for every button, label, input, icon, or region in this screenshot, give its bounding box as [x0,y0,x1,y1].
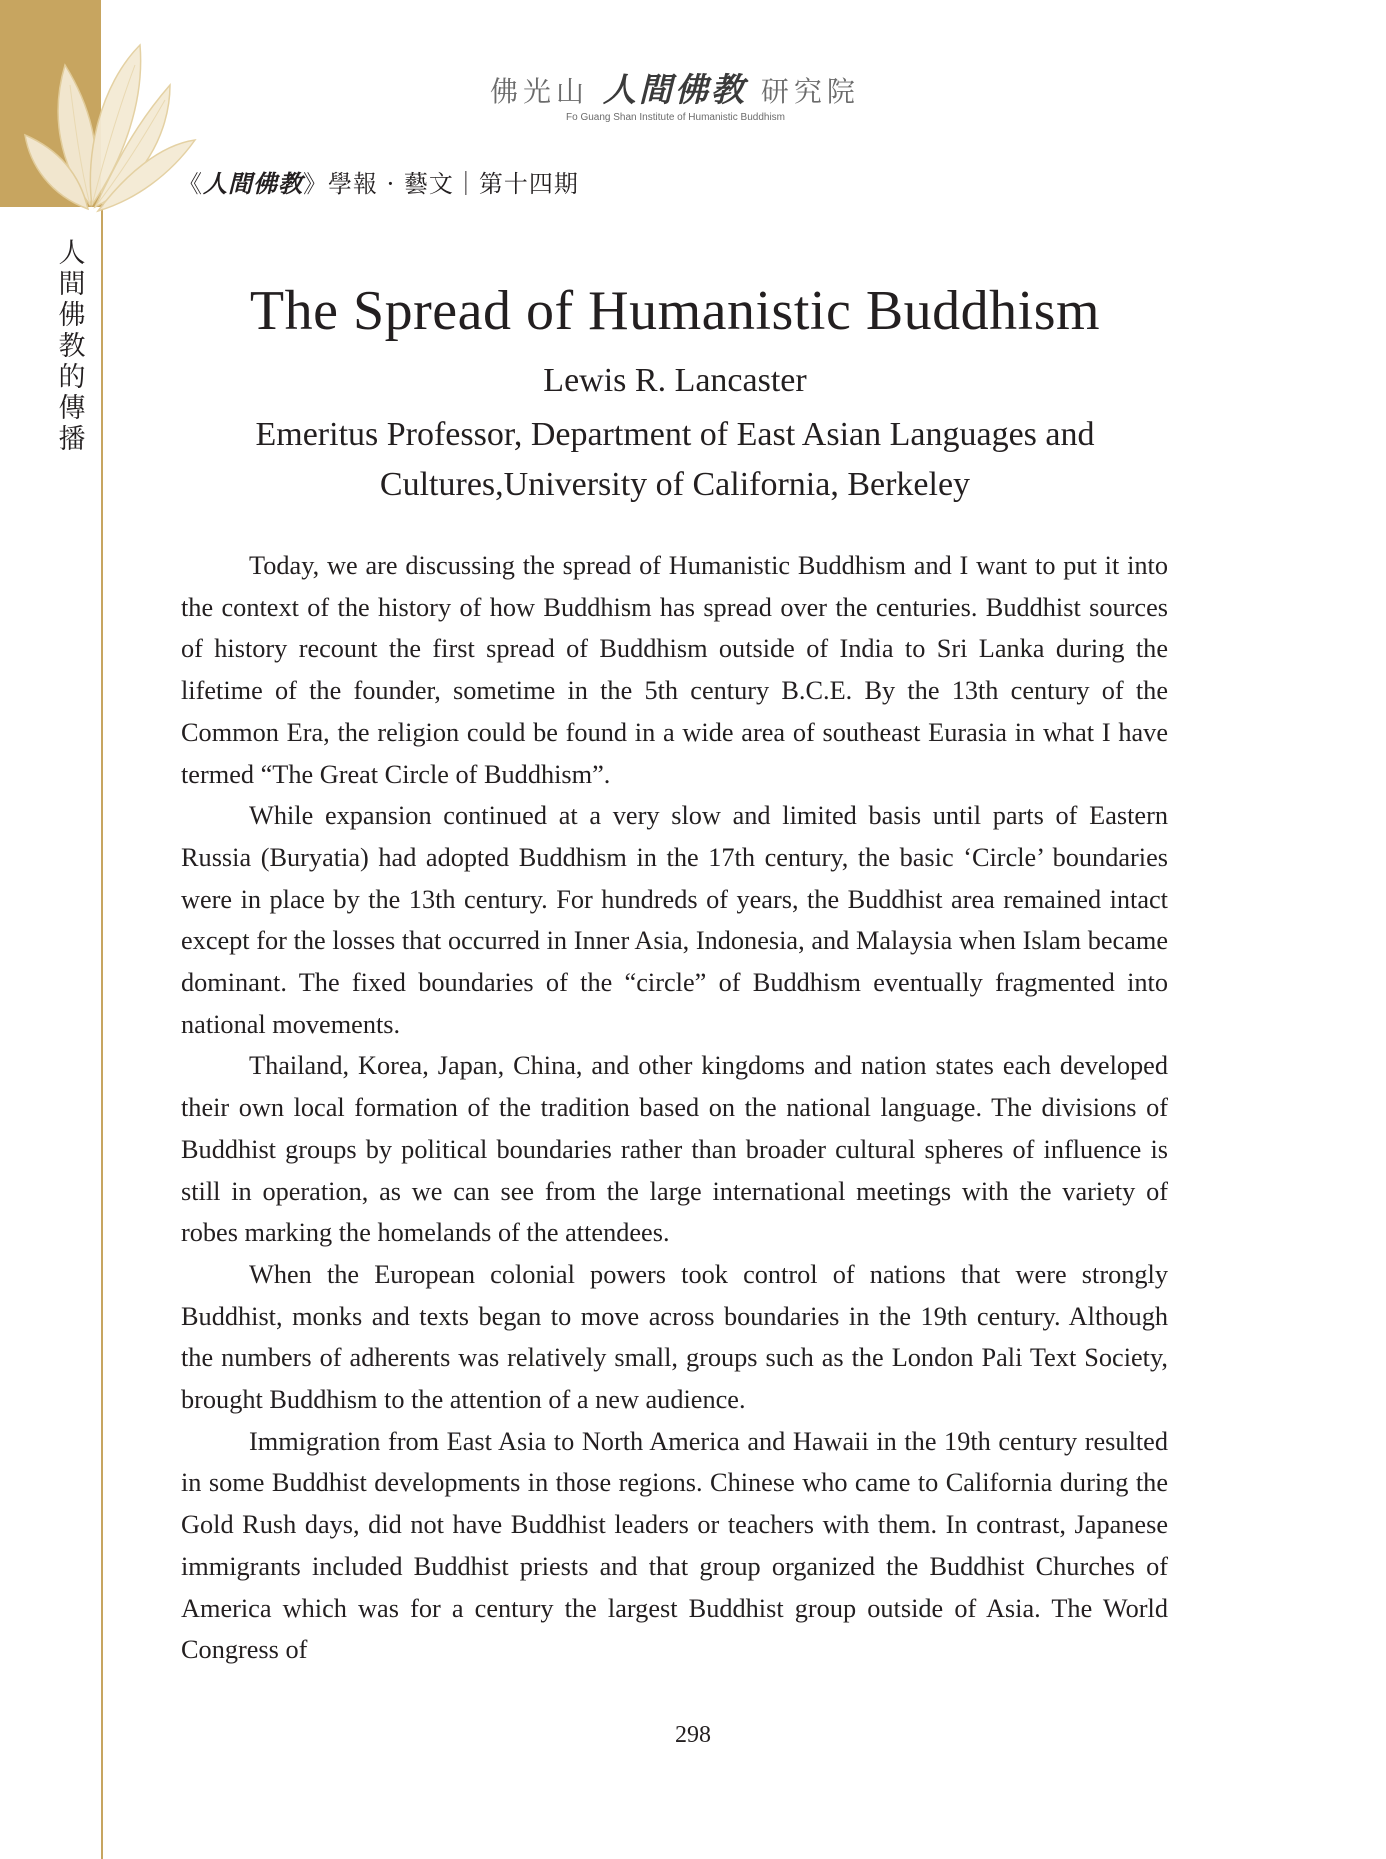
institute-name-english: Fo Guang Shan Institute of Humanistic Buddhism [566,112,786,123]
vertical-running-title: 人間佛教的傳播 [58,238,86,455]
journal-section-issue: 》學報 · 藝文｜第十四期 [303,170,579,198]
author-affiliation: Emeritus Professor, Department of East Asian Languages and Cultures,University of California, Berkeley [255,416,1095,503]
journal-bracket-open: 《 [178,170,203,198]
journal-header [178,164,579,199]
institute-name-suffix: 研究院 [760,75,860,108]
article-author: Lewis R. Lancaster [543,362,807,399]
body-paragraph: Thailand, Korea, Japan, China, and other kingdoms and nation states each developed their own local formation of the tradition based on the national language. The divisions of Buddhist groups by political boundaries rather than broader cultural spheres of influence is still in operation, as we can see from the large international meetings with the variety of robes marking the homelands of the attendees. [181,1051,1168,1248]
article-body [181,545,1168,1671]
body-paragraph: Immigration from East Asia to North America and Hawaii in the 19th century resulted in some Buddhist developments in those regions. Chinese who came to California during the Gold Rush days, did not have Buddhist leaders or teachers with them. In contrast, Japanese immigrants included Buddhist priests and that group organized the Buddhist Churches of America which was for a century the largest Buddhist group outside of Asia. The World Congress of [181,1426,1168,1665]
institute-name [490,64,900,111]
article-title: The Spread of Humanistic Buddhism [249,280,1101,342]
institute-name-calligraphy: 人間佛教 [602,70,747,109]
institute-name-prefix: 佛光山 [490,75,590,108]
margin-rule [101,206,103,1859]
page-number: 298 [675,1722,711,1748]
body-paragraph: When the European colonial powers took control of nations that were strongly Buddhist, monks and texts began to move across boundaries in the 19th century. Although the numbers of adherents was relatively small, groups such as the London Pali Text Society, brought Buddhism to the attention of a new audience. [181,1259,1168,1415]
journal-name-calligraphy: 人間佛教 [203,169,303,198]
body-paragraph: Today, we are discussing the spread of Humanistic Buddhism and I want to put it into the context of the history of how Buddhism has spread over the centuries. Buddhist sources of history recount the first spread of Buddhism outside of India to Sri Lanka during the lifetime of the founder, sometime in the 5th century B.C.E. By the 13th century of the Common Era, the religion could be found in a wide area of southeast Eurasia in what I have termed “The Great Circle of Buddhism”. [181,551,1168,789]
body-paragraph: While expansion continued at a very slow and limited basis until parts of Eastern Russia (Buryatia) had adopted Buddhism in the 17th century, the basic ‘Circle’ boundaries were in place by the 13th century. For hundreds of years, the Buddhist area remained intact except for the losses that occurred in Inner Asia, Indonesia, and Malaysia when Islam became dominant. The fixed boundaries of the “circle” of Buddhism eventually fragmented into national movements. [181,801,1168,1039]
